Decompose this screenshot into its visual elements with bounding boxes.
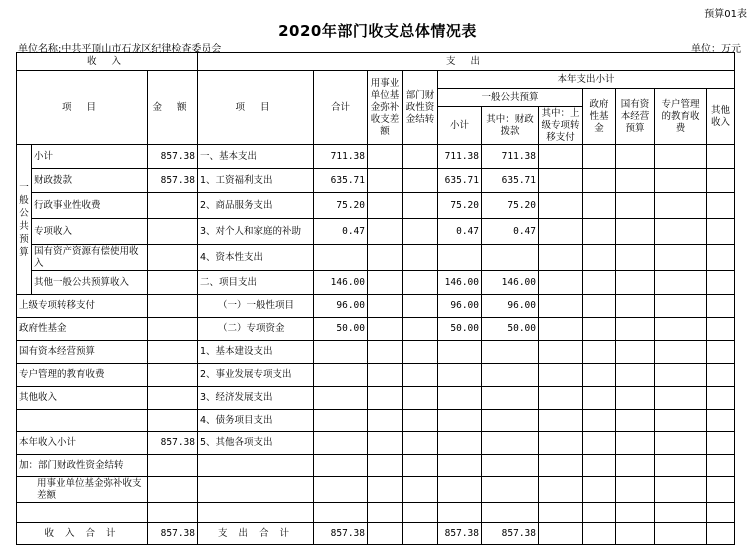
transfer-header: 其中：上级专项转移支付	[539, 107, 583, 145]
expense-subtotal	[438, 364, 482, 387]
unit-name: 单位名称:中共平顶山市石龙区纪律检查委员会	[18, 44, 222, 55]
income-item: 加：部门财政性资金结转	[17, 455, 148, 477]
income-amount	[148, 341, 198, 364]
table-row	[17, 432, 735, 455]
table-row	[17, 295, 735, 318]
expense-fiscal	[482, 387, 539, 410]
table-row	[17, 503, 735, 523]
expense-fiscal: 50.00	[482, 318, 539, 341]
income-amount	[148, 271, 198, 295]
expense-fiscal	[482, 364, 539, 387]
table-row	[17, 477, 735, 503]
expense-item: 2、事业发展专项支出	[198, 364, 314, 387]
income-amount	[148, 387, 198, 410]
income-item: 其他收入	[17, 387, 148, 410]
expense-item: 3、对个人和家庭的补助	[198, 219, 314, 245]
expense-grand-subtotal: 857.38	[438, 523, 482, 545]
expense-total	[314, 245, 368, 271]
expense-total	[314, 503, 368, 523]
income-item: 专户管理的教育收费	[17, 364, 148, 387]
expense-total	[314, 410, 368, 432]
state-capital-header: 国有资本经营预算	[616, 89, 655, 145]
expense-fiscal: 96.00	[482, 295, 539, 318]
expense-subtotal: 635.71	[438, 169, 482, 193]
expense-fiscal	[482, 477, 539, 503]
expense-header: 支 出	[198, 53, 735, 71]
income-item: 行政事业性收费	[32, 193, 148, 219]
expense-total	[314, 455, 368, 477]
income-amount	[148, 295, 198, 318]
expense-fiscal: 75.20	[482, 193, 539, 219]
expense-total: 96.00	[314, 295, 368, 318]
income-item: 小计	[32, 145, 148, 169]
expense-subtotal	[438, 245, 482, 271]
expense-fiscal	[482, 503, 539, 523]
table-row	[17, 193, 735, 219]
table-code-label: 预算01表	[704, 9, 747, 20]
expense-total-label: 支 出 合 计	[198, 523, 314, 545]
income-amount: 857.38	[148, 145, 198, 169]
expense-item: 4、资本性支出	[198, 245, 314, 271]
expense-item: 二、项目支出	[198, 271, 314, 295]
income-amount: 857.38	[148, 169, 198, 193]
income-amount	[148, 318, 198, 341]
expense-subtotal	[438, 341, 482, 364]
unit-money: 单位：万元	[691, 44, 741, 55]
gov-fund-header: 政府性基金	[583, 89, 616, 145]
expense-total	[314, 341, 368, 364]
expense-item: （一）一般性项目	[198, 295, 314, 318]
table-row	[17, 145, 735, 169]
income-amount: 857.38	[148, 432, 198, 455]
expense-item: 1、工资福利支出	[198, 169, 314, 193]
table-row	[17, 364, 735, 387]
expense-total: 0.47	[314, 219, 368, 245]
income-amount	[148, 364, 198, 387]
general-budget-side-label: 一般公共预算	[17, 145, 32, 295]
expense-item: 1、基本建设支出	[198, 341, 314, 364]
expense-subtotal: 96.00	[438, 295, 482, 318]
expense-grand-fiscal: 857.38	[482, 523, 539, 545]
expense-fiscal: 0.47	[482, 219, 539, 245]
expense-subtotal	[438, 432, 482, 455]
income-total-label: 收 入 合 计	[17, 523, 148, 545]
table-row	[17, 219, 735, 245]
expense-subtotal	[438, 455, 482, 477]
year-subtotal-header: 本年支出小计	[438, 71, 735, 89]
expense-total: 635.71	[314, 169, 368, 193]
expense-subtotal	[438, 477, 482, 503]
table-row	[17, 271, 735, 295]
income-item: 用事业单位基金弥补收支差额	[17, 477, 148, 503]
page-title: 2020年部门收支总体情况表	[278, 22, 477, 40]
expense-subtotal: 75.20	[438, 193, 482, 219]
income-amount	[148, 410, 198, 432]
general-budget-header: 一般公共预算	[438, 89, 583, 107]
expense-subtotal	[438, 410, 482, 432]
expense-item: 3、经济发展支出	[198, 387, 314, 410]
expense-subtotal: 50.00	[438, 318, 482, 341]
expense-item: （二）专项资金	[198, 318, 314, 341]
education-fee-header: 专户管理的教育收费	[655, 89, 707, 145]
expense-grand-total: 857.38	[314, 523, 368, 545]
expense-total	[314, 477, 368, 503]
expense-item: 一、基本支出	[198, 145, 314, 169]
table-row	[17, 455, 735, 477]
income-amount	[148, 477, 198, 503]
income-item: 其他一般公共预算收入	[32, 271, 148, 295]
table-row	[17, 387, 735, 410]
expense-fiscal: 635.71	[482, 169, 539, 193]
expense-subtotal	[438, 387, 482, 410]
table-row	[17, 410, 735, 432]
income-item: 国有资产资源有偿使用收入	[32, 245, 148, 271]
income-amount	[148, 245, 198, 271]
income-amount	[148, 193, 198, 219]
table-row	[17, 318, 735, 341]
table-row	[17, 169, 735, 193]
income-item: 财政拨款	[32, 169, 148, 193]
income-item: 上级专项转移支付	[17, 295, 148, 318]
totals-row	[17, 523, 735, 545]
income-item-header: 项 目	[17, 71, 148, 145]
income-total-amount: 857.38	[148, 523, 198, 545]
expense-total	[314, 432, 368, 455]
income-item: 政府性基金	[17, 318, 148, 341]
other-income-header: 其他收入	[707, 89, 735, 145]
expense-fiscal	[482, 432, 539, 455]
income-item: 本年收入小计	[17, 432, 148, 455]
expense-item: 4、债务项目支出	[198, 410, 314, 432]
income-item	[17, 503, 148, 523]
income-item: 专项收入	[32, 219, 148, 245]
fiscal-header: 其中：财政拨款	[482, 107, 539, 145]
income-item: 国有资本经营预算	[17, 341, 148, 364]
expense-item	[198, 503, 314, 523]
expense-total: 50.00	[314, 318, 368, 341]
table-row	[17, 245, 735, 271]
expense-fiscal	[482, 410, 539, 432]
expense-total	[314, 387, 368, 410]
income-amount	[148, 503, 198, 523]
expense-subtotal	[438, 503, 482, 523]
table-row	[17, 341, 735, 364]
expense-total: 75.20	[314, 193, 368, 219]
income-amount	[148, 219, 198, 245]
expense-fiscal: 146.00	[482, 271, 539, 295]
expense-fiscal: 711.38	[482, 145, 539, 169]
subtotal-header: 小计	[438, 107, 482, 145]
expense-item: 5、其他各项支出	[198, 432, 314, 455]
expense-total	[314, 364, 368, 387]
expense-subtotal: 711.38	[438, 145, 482, 169]
budget-table	[16, 52, 735, 545]
total-header: 合计	[314, 71, 368, 145]
expense-total: 146.00	[314, 271, 368, 295]
supplement-header: 用事业单位基金弥补收支差额	[368, 71, 403, 145]
carryover-header: 部门财政性资金结转	[403, 71, 438, 145]
expense-subtotal: 0.47	[438, 219, 482, 245]
expense-total: 711.38	[314, 145, 368, 169]
expense-item: 2、商品服务支出	[198, 193, 314, 219]
expense-fiscal	[482, 341, 539, 364]
income-amount	[148, 455, 198, 477]
amount-header: 金 额	[148, 71, 198, 145]
expense-subtotal: 146.00	[438, 271, 482, 295]
expense-item-header: 项 目	[198, 71, 314, 145]
income-item	[17, 410, 148, 432]
expense-item	[198, 455, 314, 477]
expense-item	[198, 477, 314, 503]
expense-fiscal	[482, 245, 539, 271]
expense-fiscal	[482, 455, 539, 477]
income-header: 收 入	[17, 53, 198, 71]
